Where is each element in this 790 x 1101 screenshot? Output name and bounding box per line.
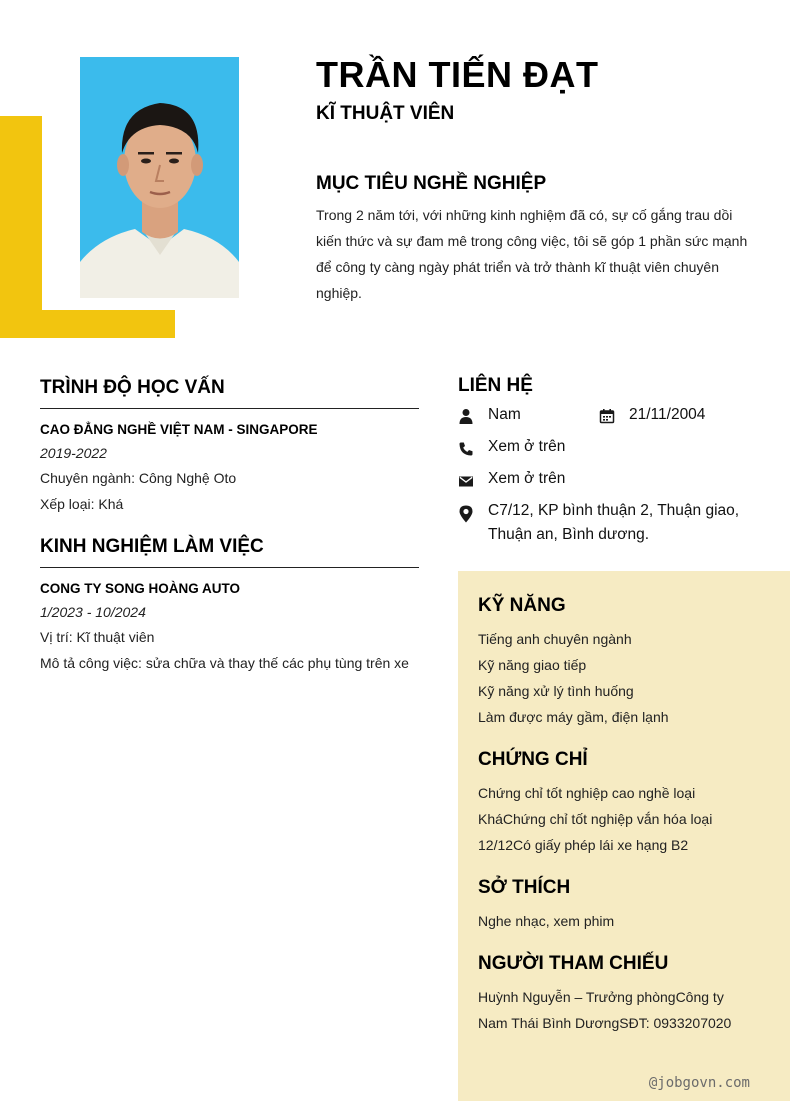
accent-bar-horizontal <box>0 310 175 338</box>
hobbies-text: Nghe nhạc, xem phim <box>478 913 615 929</box>
objective-title: MỤC TIÊU NGHỀ NGHIỆP <box>316 173 547 194</box>
contact-gender: Nam <box>488 406 521 423</box>
calendar-icon <box>599 408 615 424</box>
experience-title: KINH NGHIỆM LÀM VIỆC <box>40 536 264 557</box>
experience-period: 1/2023 - 10/2024 <box>40 604 146 620</box>
experience-company: CONG TY SONG HOÀNG AUTO <box>40 581 241 596</box>
mail-icon <box>458 473 474 489</box>
skill-item: Kỹ năng giao tiếp <box>478 657 587 673</box>
experience-position: Vị trí: Kĩ thuật viên <box>40 629 155 645</box>
skill-item: Làm được máy gầm, điện lạnh <box>478 709 669 725</box>
profile-photo <box>80 57 239 298</box>
skills-list <box>478 626 768 730</box>
contact-email: Xem ở trên <box>488 470 566 487</box>
person-icon <box>458 408 474 424</box>
hobbies-title: SỞ THÍCH <box>478 877 571 898</box>
accent-bar-vertical <box>0 116 42 338</box>
contact-birthday: 21/11/2004 <box>629 406 706 423</box>
contact-phone: Xem ở trên <box>488 438 566 455</box>
skill-item: Tiếng anh chuyên ngành <box>478 631 632 647</box>
skills-title: KỸ NĂNG <box>478 595 566 616</box>
experience-description: Mô tả công việc: sửa chữa và thay thế các phụ tùng trên xe <box>40 655 409 671</box>
phone-icon <box>458 441 474 457</box>
education-rank: Xếp loại: Khá <box>40 496 124 512</box>
education-school: CAO ĐẲNG NGHỀ VIỆT NAM - SINGAPORE <box>40 422 318 437</box>
objective-text: Trong 2 năm tới, với những kinh nghiệm đã có, sự cố gắng trau dồi kiến thức và sự đam mê trong công việc, tôi sẽ góp 1 phần sức mạnh để công ty càng ngày phát triển và trở thành kĩ thuật viên chuyên nghiệp. <box>316 207 748 301</box>
education-major: Chuyên ngành: Công Nghệ Oto <box>40 470 237 486</box>
candidate-role: KĨ THUẬT VIÊN <box>316 103 455 124</box>
certificates-title: CHỨNG CHỈ <box>478 749 588 770</box>
contact-address: C7/12, KP bình thuận 2, Thuận giao, Thuận an, Bình dương. <box>488 502 740 543</box>
certificates-text: Chứng chỉ tốt nghiệp cao nghề loại KháChứng chỉ tốt nghiệp vắn hóa loại 12/12Có giấy phép lái xe hạng B2 <box>478 785 713 853</box>
references-title: NGƯỜI THAM CHIẾU <box>478 953 669 974</box>
side-panel <box>458 571 790 1101</box>
education-divider <box>40 408 419 409</box>
education-period: 2019-2022 <box>40 445 107 461</box>
education-title: TRÌNH ĐỘ HỌC VẤN <box>40 377 225 398</box>
location-pin-icon <box>458 505 474 523</box>
experience-divider <box>40 567 419 568</box>
watermark: @jobgovn.com <box>648 1075 750 1091</box>
contact-title: LIÊN HỆ <box>458 375 533 396</box>
candidate-name: TRẦN TIẾN ĐẠT <box>316 54 599 95</box>
skill-item: Kỹ năng xử lý tình huống <box>478 683 634 699</box>
references-text: Huỳnh Nguyễn – Trưởng phòngCông ty Nam Thái Bình DươngSĐT: 0933207020 <box>478 989 732 1031</box>
